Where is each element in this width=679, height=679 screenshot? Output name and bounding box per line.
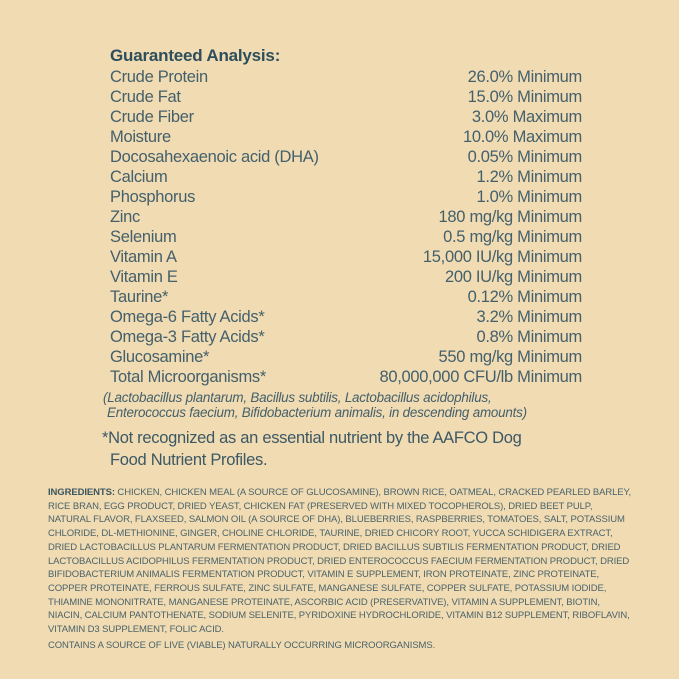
nutrient-label: Taurine* [110, 288, 169, 306]
guaranteed-analysis-title: Guaranteed Analysis: [110, 46, 281, 65]
nutrient-value: 26.0% Minimum [467, 68, 582, 86]
nutrient-label: Crude Protein [110, 68, 208, 86]
nutrient-value: 0.05% Minimum [467, 148, 582, 166]
table-row [110, 147, 582, 167]
nutrient-label: Omega-3 Fatty Acids* [110, 328, 265, 346]
nutrient-value: 180 mg/kg Minimum [438, 208, 582, 226]
microorganisms-note-line: (Lactobacillus plantarum, Bacillus subtilis, Lactobacillus acidophilus, [103, 390, 492, 405]
table-row [110, 227, 582, 247]
nutrient-value: 0.8% Minimum [476, 328, 582, 346]
nutrient-value: 0.12% Minimum [467, 288, 582, 306]
table-row [110, 247, 582, 267]
nutrient-label: Crude Fat [110, 88, 181, 106]
nutrient-value: 3.0% Maximum [471, 108, 582, 126]
ingredients-text: CHICKEN, CHICKEN MEAL (A SOURCE OF GLUCOSAMINE), BROWN RICE, OATMEAL, CRACKED PEARLED BARLEY, RICE BRAN, EGG PRODUCT, DRIED YEAST, CHICKEN FAT (PRESERVED WITH MIXED TOCOPHEROLS), DRIED BEET PULP, NATURAL FLAVOR, FLAXSEED, SALMON OIL (A SOURCE OF DHA), BLUEBERRIES, RASPBERRIES, TOMATOES, SALT, POTASSIUM CHLORIDE, DL-METHIONINE, GINGER, CHOLINE CHLORIDE, TAURINE, DRIED CHICORY ROOT, YUCCA SCHIDIGERA EXTRACT, DRIED LACTOBACILLUS PLANTARUM FERMENTATION PRODUCT, DRIED BACILLUS SUBTILIS FERMENTATION PRODUCT, DRIED LACTOBACILLUS ACIDOPHILUS FERMENTATION PRODUCT, DRIED ENTEROCOCCUS FAECIUM FERMENTATION PRODUCT, DRIED BIFIDOBACTERIUM ANIMALIS FERMENTATION PRODUCT, VITAMIN E SUPPLEMENT, IRON PROTEINATE, ZINC PROTEINATE, COPPER PROTEINATE, FERROUS SULFATE, ZINC SULFATE, MANGANESE SULFATE, COPPER SULFATE, POTASSIUM IODIDE, THIAMINE MONONITRATE, MANGANESE PROTEINATE, ASCORBIC ACID (PRESERVATIVE), VITAMIN A SUPPLEMENT, BIOTIN, NIACIN, CALCIUM PANTOTHENATE, SODIUM SELENITE, PYRIDOXINE HYDROCHLORIDE, VITAMIN B12 SUPPLEMENT, RIBOFLAVIN, VITAMIN D3 SUPPLEMENT, FOLIC ACID. [48, 487, 632, 636]
table-row [110, 87, 582, 107]
table-row [110, 187, 582, 207]
table-row [110, 67, 582, 87]
microorganisms-species-note [103, 390, 582, 420]
microorganisms-note-line: Enterococcus faecium, Bifidobacterium animalis, in descending amounts) [107, 405, 527, 420]
table-row [110, 367, 582, 387]
nutrient-label: Vitamin A [110, 248, 177, 266]
nutrient-value: 80,000,000 CFU/lb Minimum [379, 368, 582, 386]
nutrient-label: Selenium [110, 228, 177, 246]
nutrient-value: 550 mg/kg Minimum [438, 348, 582, 366]
ingredients-label: INGREDIENTS: [48, 487, 115, 498]
table-row [110, 127, 582, 147]
nutrient-label: Calcium [110, 168, 168, 186]
nutrient-label: Omega-6 Fatty Acids* [110, 308, 265, 326]
aafco-footnote-line: Food Nutrient Profiles. [110, 451, 268, 469]
aafco-footnote [102, 427, 602, 471]
contains-statement: CONTAINS A SOURCE OF LIVE (VIABLE) NATURALLY OCCURRING MICROORGANISMS. [48, 640, 436, 651]
nutrient-label: Phosphorus [110, 188, 196, 206]
table-row [110, 287, 582, 307]
table-row [110, 267, 582, 287]
table-row [110, 107, 582, 127]
nutrient-label: Total Microorganisms* [110, 368, 267, 386]
nutrient-value: 15.0% Minimum [467, 88, 582, 106]
nutrient-label: Zinc [110, 208, 140, 226]
table-row [110, 327, 582, 347]
table-row [110, 307, 582, 327]
nutrient-label: Docosahexaenoic acid (DHA) [110, 148, 319, 166]
nutrient-value: 0.5 mg/kg Minimum [443, 228, 582, 246]
nutrient-value: 15,000 IU/kg Minimum [422, 248, 582, 266]
nutrient-label: Glucosamine* [110, 348, 210, 366]
guaranteed-analysis-section [103, 44, 582, 420]
nutrient-value: 3.2% Minimum [476, 308, 582, 326]
nutrient-label: Crude Fiber [110, 108, 194, 126]
aafco-footnote-line: *Not recognized as an essential nutrient by the AAFCO Dog [102, 429, 522, 447]
ingredients-paragraph [48, 486, 632, 637]
nutrient-value: 1.0% Minimum [476, 188, 582, 206]
nutrient-label: Moisture [110, 128, 171, 146]
table-row [110, 347, 582, 367]
nutrient-value: 200 IU/kg Minimum [444, 268, 582, 286]
table-row [110, 207, 582, 227]
table-row [110, 167, 582, 187]
nutrient-value: 1.2% Minimum [476, 168, 582, 186]
nutrient-value: 10.0% Maximum [463, 128, 582, 146]
nutrient-label: Vitamin E [110, 268, 178, 286]
